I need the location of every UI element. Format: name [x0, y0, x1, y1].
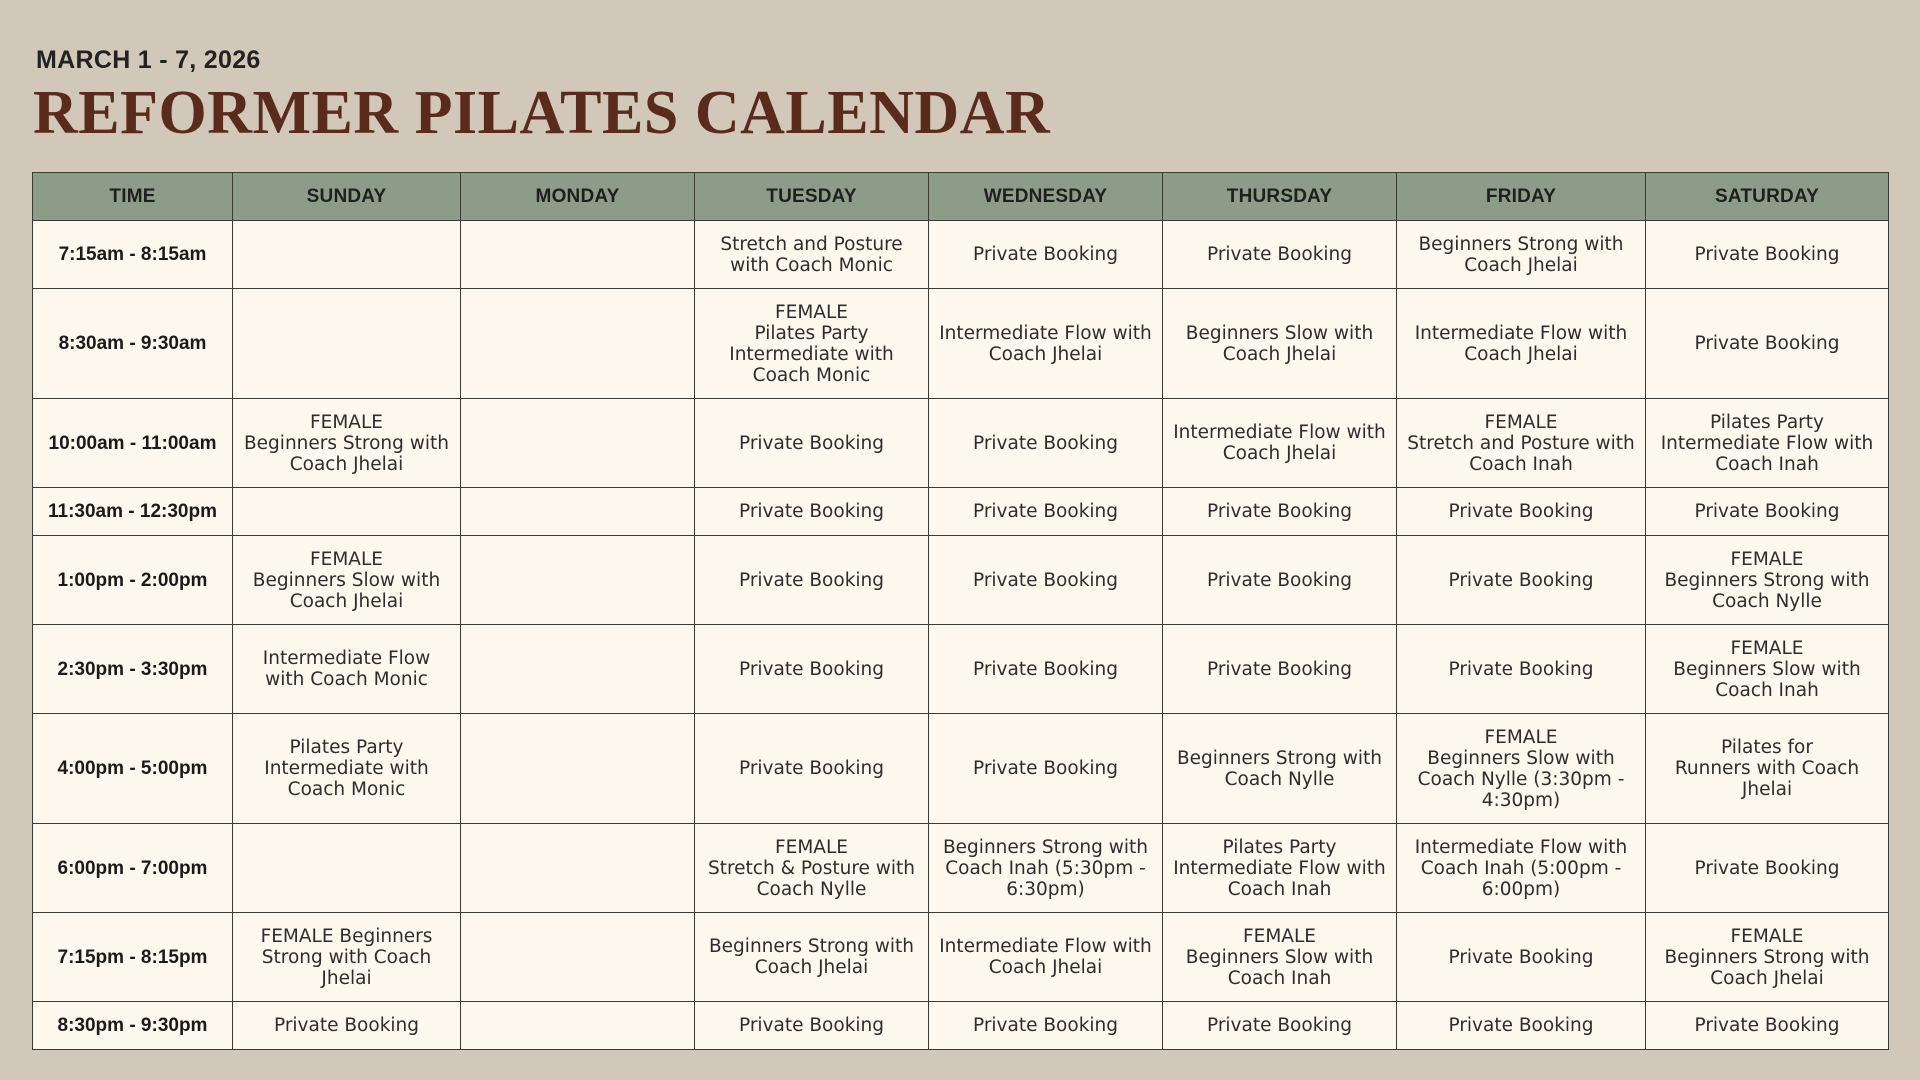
class-cell-thursday: Pilates Party Intermediate Flow with Coach Inah [1163, 824, 1397, 913]
table-row [33, 488, 1889, 536]
class-cell-monday [461, 625, 695, 714]
class-cell-sunday: Intermediate Flow with Coach Monic [233, 625, 461, 714]
class-cell-sunday: Private Booking [233, 1002, 461, 1050]
class-cell-sunday [233, 488, 461, 536]
class-cell-monday [461, 289, 695, 399]
class-cell-saturday: FEMALE Beginners Slow with Coach Inah [1646, 625, 1889, 714]
class-cell-friday: Beginners Strong with Coach Jhelai [1397, 221, 1646, 289]
class-cell-monday [461, 824, 695, 913]
class-cell-friday: Intermediate Flow with Coach Inah (5:00pm - 6:00pm) [1397, 824, 1646, 913]
column-header-wednesday: WEDNESDAY [929, 173, 1163, 221]
class-cell-thursday: FEMALE Beginners Slow with Coach Inah [1163, 913, 1397, 1002]
class-cell-thursday: Private Booking [1163, 488, 1397, 536]
column-header-thursday: THURSDAY [1163, 173, 1397, 221]
class-cell-tuesday: Private Booking [695, 625, 929, 714]
class-cell-sunday [233, 221, 461, 289]
table-row [33, 913, 1889, 1002]
class-cell-tuesday: Private Booking [695, 536, 929, 625]
class-cell-monday [461, 913, 695, 1002]
class-cell-sunday: Pilates Party Intermediate with Coach Monic [233, 714, 461, 824]
table-row [33, 536, 1889, 625]
class-cell-wednesday: Private Booking [929, 714, 1163, 824]
class-cell-sunday [233, 824, 461, 913]
schedule-body [33, 221, 1889, 1050]
class-cell-sunday: FEMALE Beginners Slow with Coach Jhelai [233, 536, 461, 625]
table-row [33, 714, 1889, 824]
class-cell-monday [461, 221, 695, 289]
class-cell-saturday: Private Booking [1646, 1002, 1889, 1050]
column-header-sunday: SUNDAY [233, 173, 461, 221]
time-slot: 7:15pm - 8:15pm [33, 913, 233, 1002]
class-cell-friday: Private Booking [1397, 488, 1646, 536]
class-cell-monday [461, 399, 695, 488]
class-cell-tuesday: Private Booking [695, 488, 929, 536]
class-cell-friday: Private Booking [1397, 536, 1646, 625]
class-cell-tuesday: Private Booking [695, 1002, 929, 1050]
class-cell-tuesday: FEMALE Pilates Party Intermediate with Coach Monic [695, 289, 929, 399]
class-cell-saturday: FEMALE Beginners Strong with Coach Jhelai [1646, 913, 1889, 1002]
class-cell-thursday: Private Booking [1163, 1002, 1397, 1050]
class-cell-tuesday: Beginners Strong with Coach Jhelai [695, 913, 929, 1002]
class-cell-monday [461, 714, 695, 824]
time-slot: 6:00pm - 7:00pm [33, 824, 233, 913]
column-header-friday: FRIDAY [1397, 173, 1646, 221]
date-range: MARCH 1 - 7, 2026 [36, 46, 261, 74]
column-header-saturday: SATURDAY [1646, 173, 1889, 221]
table-row [33, 824, 1889, 913]
time-slot: 1:00pm - 2:00pm [33, 536, 233, 625]
time-slot: 7:15am - 8:15am [33, 221, 233, 289]
class-cell-thursday: Beginners Slow with Coach Jhelai [1163, 289, 1397, 399]
class-cell-friday: Private Booking [1397, 913, 1646, 1002]
column-header-tuesday: TUESDAY [695, 173, 929, 221]
class-cell-wednesday: Private Booking [929, 625, 1163, 714]
class-cell-friday: Private Booking [1397, 625, 1646, 714]
time-slot: 4:00pm - 5:00pm [33, 714, 233, 824]
table-row [33, 221, 1889, 289]
class-cell-thursday: Private Booking [1163, 625, 1397, 714]
page-title: REFORMER PILATES CALENDAR [33, 79, 1051, 147]
class-cell-tuesday: FEMALE Stretch & Posture with Coach Nylle [695, 824, 929, 913]
class-cell-wednesday: Intermediate Flow with Coach Jhelai [929, 289, 1163, 399]
class-cell-thursday: Private Booking [1163, 536, 1397, 625]
class-cell-monday [461, 536, 695, 625]
class-cell-wednesday: Intermediate Flow with Coach Jhelai [929, 913, 1163, 1002]
class-cell-wednesday: Private Booking [929, 1002, 1163, 1050]
column-header-monday: MONDAY [461, 173, 695, 221]
class-cell-wednesday: Private Booking [929, 536, 1163, 625]
table-row [33, 399, 1889, 488]
table-row [33, 625, 1889, 714]
class-cell-monday [461, 1002, 695, 1050]
class-cell-tuesday: Stretch and Posture with Coach Monic [695, 221, 929, 289]
class-cell-friday: Private Booking [1397, 1002, 1646, 1050]
class-cell-saturday: Private Booking [1646, 221, 1889, 289]
class-cell-sunday [233, 289, 461, 399]
class-cell-monday [461, 488, 695, 536]
class-cell-tuesday: Private Booking [695, 714, 929, 824]
class-cell-thursday: Beginners Strong with Coach Nylle [1163, 714, 1397, 824]
class-cell-wednesday: Beginners Strong with Coach Inah (5:30pm - 6:30pm) [929, 824, 1163, 913]
schedule-table [32, 172, 1889, 1050]
header-row [33, 173, 1889, 221]
time-slot: 8:30am - 9:30am [33, 289, 233, 399]
class-cell-saturday: Private Booking [1646, 488, 1889, 536]
class-cell-saturday: FEMALE Beginners Strong with Coach Nylle [1646, 536, 1889, 625]
class-cell-friday: Intermediate Flow with Coach Jhelai [1397, 289, 1646, 399]
class-cell-sunday: FEMALE Beginners Strong with Coach Jhelai [233, 913, 461, 1002]
class-cell-thursday: Private Booking [1163, 221, 1397, 289]
class-cell-wednesday: Private Booking [929, 221, 1163, 289]
time-slot: 8:30pm - 9:30pm [33, 1002, 233, 1050]
class-cell-saturday: Private Booking [1646, 824, 1889, 913]
table-row [33, 1002, 1889, 1050]
class-cell-friday: FEMALE Stretch and Posture with Coach Inah [1397, 399, 1646, 488]
class-cell-friday: FEMALE Beginners Slow with Coach Nylle (3:30pm - 4:30pm) [1397, 714, 1646, 824]
table-row [33, 289, 1889, 399]
class-cell-wednesday: Private Booking [929, 399, 1163, 488]
class-cell-tuesday: Private Booking [695, 399, 929, 488]
class-cell-sunday: FEMALE Beginners Strong with Coach Jhelai [233, 399, 461, 488]
class-cell-saturday: Pilates for Runners with Coach Jhelai [1646, 714, 1889, 824]
column-header-time: TIME [33, 173, 233, 221]
class-cell-saturday: Private Booking [1646, 289, 1889, 399]
time-slot: 10:00am - 11:00am [33, 399, 233, 488]
class-cell-wednesday: Private Booking [929, 488, 1163, 536]
class-cell-thursday: Intermediate Flow with Coach Jhelai [1163, 399, 1397, 488]
time-slot: 2:30pm - 3:30pm [33, 625, 233, 714]
time-slot: 11:30am - 12:30pm [33, 488, 233, 536]
class-cell-saturday: Pilates Party Intermediate Flow with Coach Inah [1646, 399, 1889, 488]
